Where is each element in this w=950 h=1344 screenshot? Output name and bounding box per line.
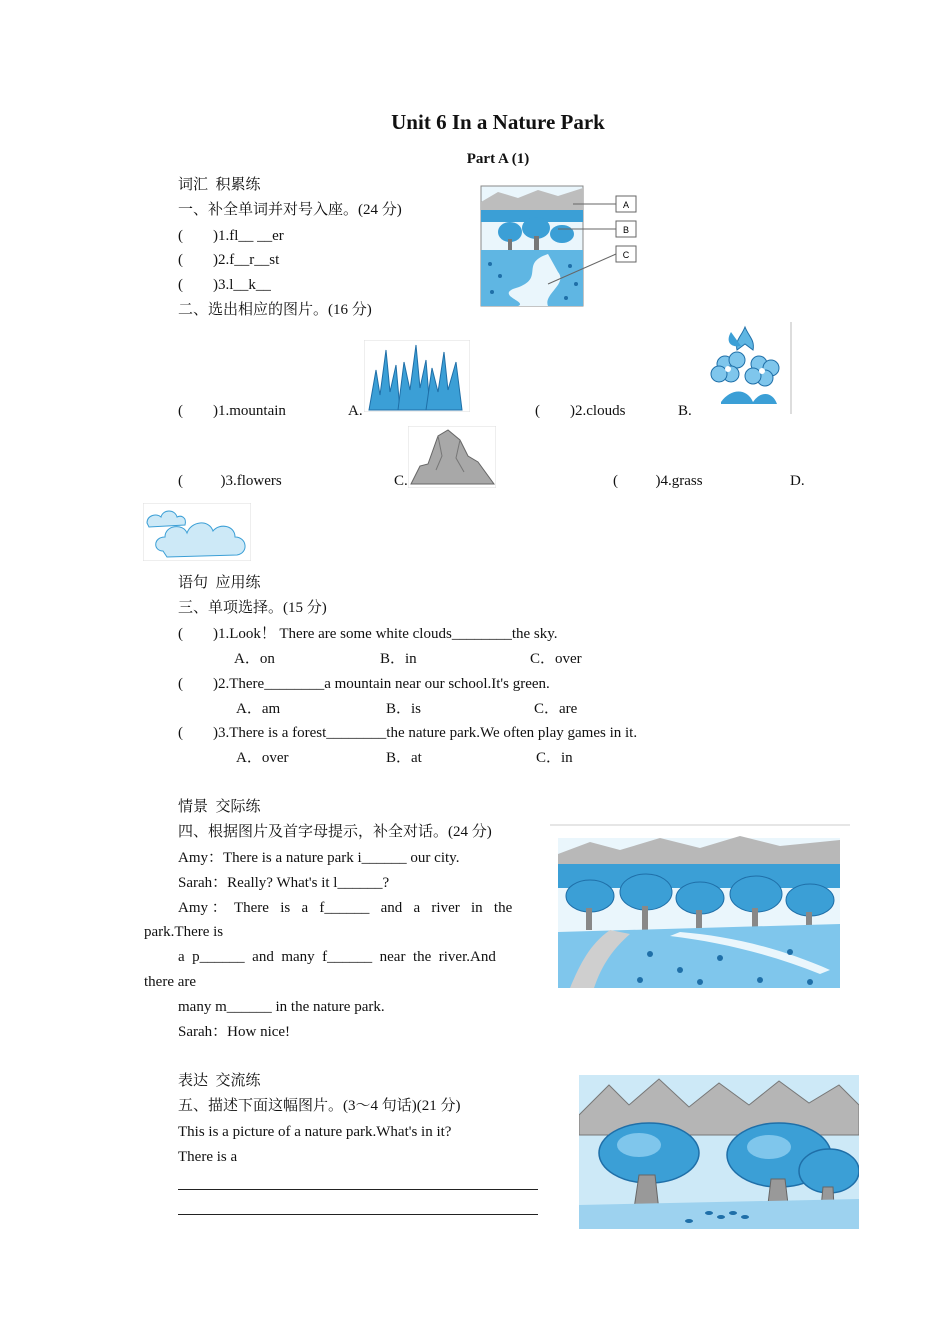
dialogue-line-6: there are (144, 974, 197, 990)
sec3-q1-option-a: A．on (234, 651, 275, 667)
label-c: C (622, 250, 630, 260)
flowers-picture (701, 322, 793, 414)
nature-park-labeled-picture (478, 184, 643, 308)
sec3-q2-option-a: A．am (236, 701, 281, 717)
sec1-heading: 一、补全单词并对号入座。(24 分) (178, 202, 402, 218)
answer-line-1[interactable] (178, 1189, 538, 1190)
dialogue-line-4: park.There is (144, 924, 224, 940)
sec3-q2-option-b: B．is (386, 701, 422, 717)
sec2-option-b: B. (678, 403, 692, 419)
sec3-question-2: ( )2.There________a mountain near our school.It's green. (178, 676, 550, 692)
sec3-q3-option-a: A．over (236, 750, 289, 766)
sec3-q3-option-b: B．at (386, 750, 422, 766)
sec3-q2-option-c: C．are (534, 701, 578, 717)
sec3-q3-option-c: C．in (536, 750, 573, 766)
sec5-line-2: There is a (178, 1149, 238, 1165)
sec2-option-c: C. (394, 473, 408, 489)
dialogue-line-7: many m______ in the nature park. (178, 999, 385, 1015)
nature-park-river-picture (550, 824, 850, 990)
dialogue-line-3: Amy ： There is a f______ and a river in the (178, 900, 513, 916)
sec3-question-1: ( )1.Look！ There are some white clouds________the sky. (178, 626, 558, 642)
answer-line-2[interactable] (178, 1214, 538, 1215)
page-subtitle: Part A (1) (466, 151, 530, 167)
sec3-q1-option-c: C．over (530, 651, 582, 667)
sec3-category: 语句 应用练 (178, 575, 261, 591)
sec3-q1-option-b: B．in (380, 651, 417, 667)
sec2-item-4: ( )4.grass (613, 473, 703, 489)
sec2-heading: 二、选出相应的图片。(16 分) (178, 302, 372, 318)
dialogue-line-1: Amy：There is a nature park i______ our city. (178, 850, 460, 866)
sec1-item-1: ( )1.fl__ __er (178, 228, 284, 244)
sec2-option-a: A. (348, 403, 363, 419)
mountain-picture (408, 426, 496, 488)
sec1-category: 词汇 积累练 (178, 177, 261, 193)
label-b: B (622, 225, 630, 235)
sec2-item-2: ( )2.clouds (535, 403, 626, 419)
dialogue-line-8: Sarah：How nice! (178, 1024, 291, 1040)
sec5-line-1: This is a picture of a nature park.What's in it? (178, 1124, 452, 1140)
sec4-category: 情景 交际练 (178, 799, 261, 815)
sec1-item-3: ( )3.l__k__ (178, 277, 271, 293)
sec2-item-1: ( )1.mountain (178, 403, 286, 419)
dialogue-line-5: a p______ and many f______ near the river.And (178, 949, 496, 965)
dialogue-line-2: Sarah：Really? What's it l______? (178, 875, 390, 891)
sec2-item-3: ( )3.flowers (178, 473, 282, 489)
sec3-heading: 三、单项选择。(15 分) (178, 600, 327, 616)
sec2-option-d: D. (790, 473, 805, 489)
label-a: A (622, 200, 630, 210)
sec5-heading: 五、描述下面这幅图片。(3～4 句话)(21 分) (178, 1098, 461, 1114)
sec5-category: 表达 交流练 (178, 1073, 261, 1089)
sec1-item-2: ( )2.f__r__st (178, 252, 280, 268)
page-title: Unit 6 In a Nature Park (391, 110, 605, 134)
sec3-question-3: ( )3.There is a forest________the nature park.We often play games in it. (178, 725, 638, 741)
clouds-picture (143, 503, 251, 561)
sec4-heading: 四、根据图片及首字母提示，补全对话。(24 分) (178, 824, 492, 840)
grass-picture (364, 340, 470, 412)
nature-park-forest-picture (579, 1075, 859, 1229)
